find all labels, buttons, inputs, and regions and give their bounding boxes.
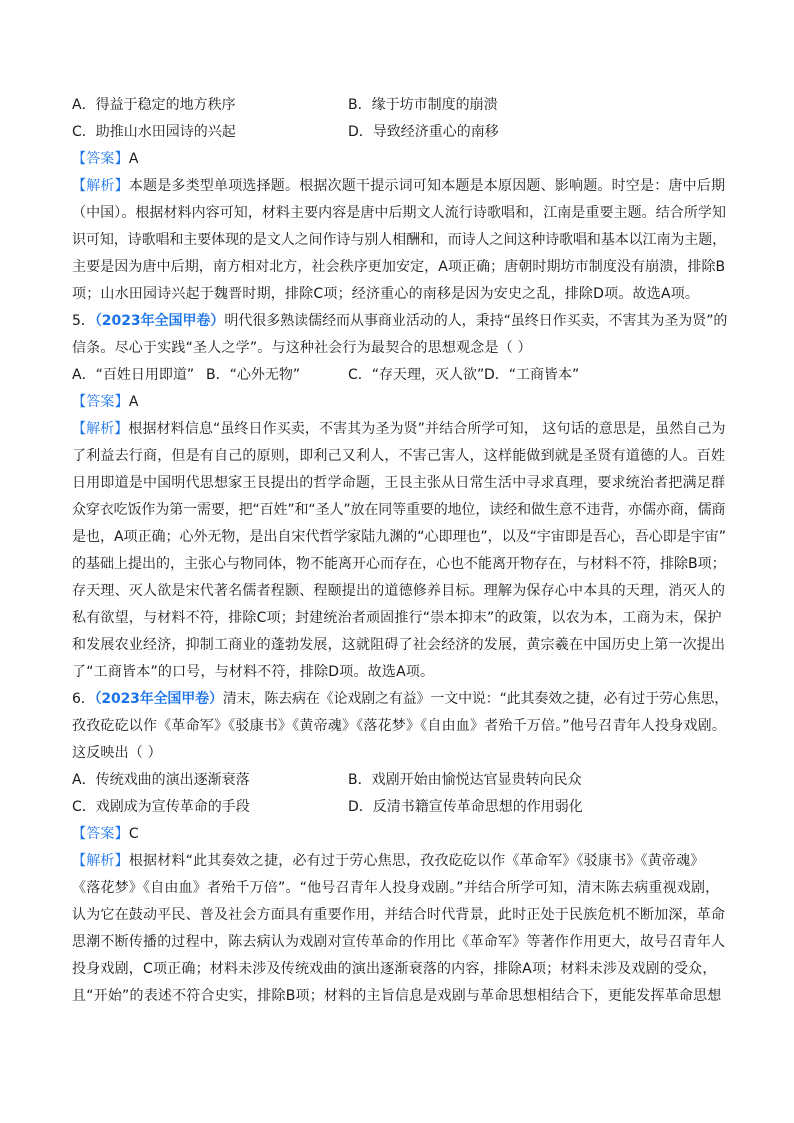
answer-value: A bbox=[128, 394, 139, 410]
q5-stem-line: 信条。尽心于实践“圣人之学”。与这种社会行为最契合的思想观念是（ ） bbox=[72, 340, 532, 356]
q6-stem-line bbox=[72, 690, 728, 708]
q5-option-d[interactable]: D．“工商皆本” bbox=[484, 367, 580, 383]
q5-analysis-line: 存天理、灭人欲是宋代著名儒者程颢、程颐提出的道德修养目标。理解为保存心中本具的天理，消灭人的 bbox=[72, 583, 726, 599]
q5-analysis-line: 了利益去行商，但是有自己的原则，即利己又利人，不害己害人，这样能做到就是圣贤有道德的人。百姓 bbox=[72, 448, 726, 464]
q5-option-a[interactable]: A．“百姓日用即道” bbox=[72, 367, 195, 383]
q6-answer bbox=[72, 825, 728, 843]
q5-analysis-line: 是也，A项正确；心外无物，是出自宋代哲学家陆九渊的“心即理也”，以及“宇宙即是吾心，吾心即是宇宙” bbox=[72, 529, 726, 545]
q5-analysis-line: 私有欲望，与材料不符，排除C项；封建统治者顽固推行“崇本抑末”的政策，以农为本，工商为末，保护 bbox=[72, 610, 722, 626]
answer-value: C bbox=[128, 826, 139, 842]
question-number: 5． bbox=[72, 313, 95, 329]
q4-option-c[interactable]: C．助推山水田园诗的兴起 bbox=[72, 124, 236, 140]
q4-analysis-line: （中国）。根据材料内容可知，材料主要内容是唐中后期文人流行诗歌唱和，江南是重要主题。结合所学知 bbox=[72, 205, 727, 221]
stem-text: 清末，陈去病在《论戏剧之有益》一文中说：“此其奏效之捷，必有过于劳心焦思， bbox=[222, 691, 728, 707]
q6-stem-line: 孜孜矻矻以作《革命军》《驳康书》《黄帝魂》《落花梦》《自由血》者殆千万倍。”他号召青年人投身戏剧。 bbox=[72, 718, 727, 734]
stem-text: 明代很多熟读儒经而从事商业活动的人，秉持“虽终日作买卖，不害其为圣为贤”的 bbox=[224, 313, 728, 329]
q6-analysis-line: 且“开始”的表述不符合史实，排除B项；材料的主旨信息是戏剧与革命思想相结合下，更能发挥革命思想 bbox=[72, 988, 722, 1004]
q6-analysis-line: 思潮不断传播的过程中，陈去病认为戏剧对宣传革命的作用比《革命军》等著作作用更大，故号召青年人 bbox=[72, 934, 726, 950]
q6-analysis-line: 《落花梦》《自由血》者殆千万倍”。“他号召青年人投身戏剧。”并结合所学可知，清末陈去病重视戏剧， bbox=[72, 880, 720, 896]
q4-option-d[interactable]: D．导致经济重心的南移 bbox=[348, 124, 499, 140]
analysis-text: 根据材料信息“虽终日作买卖，不害其为圣为贤”并结合所学可知， 这句话的意思是，虽然自己为 bbox=[128, 421, 726, 437]
q5-analysis-line: 的基础上提出的，主张心与物同体，物不能离开心而存在，心也不能离开物存在，与材料不符，排除B项； bbox=[72, 556, 726, 572]
q5-stem-line bbox=[72, 312, 728, 330]
question-source: （2023年全国甲卷） bbox=[94, 691, 223, 707]
analysis-tag: 【解析】 bbox=[72, 178, 129, 194]
q6-analysis-line bbox=[72, 852, 728, 870]
q4-analysis-line: 识可知，诗歌唱和主要体现的是文人之间作诗与别人相酬和，而诗人之间这种诗歌唱和基本以江南为主题， bbox=[72, 232, 727, 248]
q4-option-b[interactable]: B．缘于坊市制度的崩溃 bbox=[348, 97, 498, 113]
q6-option-a[interactable]: A．传统戏曲的演出逐渐衰落 bbox=[72, 772, 250, 788]
answer-tag: 【答案】 bbox=[72, 394, 129, 410]
q5-analysis-line: 了“工商皆本”的口号，与材料不符，排除D项。故选A项。 bbox=[72, 664, 435, 680]
q6-options-row-2 bbox=[72, 798, 732, 816]
q4-option-a[interactable]: A．得益于稳定的地方秩序 bbox=[72, 97, 236, 113]
q5-analysis-line: 和发展农业经济，抑制工商业的蓬勃发展，这就阻碍了社会经济的发展，黄宗羲在中国历史上第一次提出 bbox=[72, 637, 726, 653]
answer-tag: 【答案】 bbox=[72, 151, 129, 167]
q5-answer bbox=[72, 393, 728, 411]
q5-option-c[interactable]: C．“存天理，灭人欲” bbox=[348, 367, 485, 383]
q4-answer bbox=[72, 150, 728, 168]
q6-options-row-1 bbox=[72, 771, 732, 789]
analysis-text: 本题是多类型单项选择题。根据次题干提示词可知本题是本原因题、影响题。时空是：唐中后期 bbox=[128, 178, 726, 194]
answer-tag: 【答案】 bbox=[72, 826, 129, 842]
q5-analysis-line: 日用即道是中国明代思想家王艮提出的哲学命题，王艮主张从日常生活中寻求真理，要求统治者把满足群 bbox=[72, 475, 726, 491]
q4-options-row-2 bbox=[72, 123, 732, 141]
analysis-tag: 【解析】 bbox=[72, 853, 129, 869]
answer-value: A bbox=[128, 151, 139, 167]
q6-option-c[interactable]: C．戏剧成为宣传革命的手段 bbox=[72, 799, 250, 815]
q6-stem-line: 这反映出（ ） bbox=[72, 745, 162, 761]
analysis-text: 根据材料“此其奏效之捷，必有过于劳心焦思，孜孜矻矻以作《革命军》《驳康书》《黄帝魂》 bbox=[128, 853, 705, 869]
q6-option-b[interactable]: B．戏剧开始由愉悦达官显贵转向民众 bbox=[348, 772, 582, 788]
q4-options-row-1 bbox=[72, 96, 732, 114]
q5-options-row bbox=[72, 366, 732, 384]
q6-analysis-line: 认为它在鼓动平民、普及社会方面具有重要作用，并结合时代背景，此时正处于民族危机不断加深，革命 bbox=[72, 907, 726, 923]
analysis-tag: 【解析】 bbox=[72, 421, 129, 437]
q4-analysis-line bbox=[72, 177, 728, 195]
q6-analysis-line: 投身戏剧，C项正确；材料未涉及传统戏曲的演出逐渐衰落的内容，排除A项；材料未涉及戏剧的受众， bbox=[72, 961, 717, 977]
q4-analysis-line: 项；山水田园诗兴起于魏晋时期，排除C项；经济重心的南移是因为安史之乱，排除D项。故选A项。 bbox=[72, 286, 700, 302]
question-source: （2023年全国甲卷） bbox=[94, 313, 225, 329]
q6-option-d[interactable]: D．反清书籍宣传革命思想的作用弱化 bbox=[348, 799, 583, 815]
q4-analysis-line: 主要是因为唐中后期，南方相对北方，社会秩序更加安定，A项正确；唐朝时期坊市制度没有崩溃，排除B bbox=[72, 259, 726, 275]
q5-analysis-line: 众穿衣吃饭作为第一需要，把“百姓”和“圣人”放在同等重要的地位，读经和做生意不违背，亦儒亦商，儒商 bbox=[72, 502, 726, 518]
q5-analysis-line bbox=[72, 420, 728, 438]
question-number: 6． bbox=[72, 691, 95, 707]
q5-option-b[interactable]: B．“心外无物” bbox=[206, 367, 301, 383]
